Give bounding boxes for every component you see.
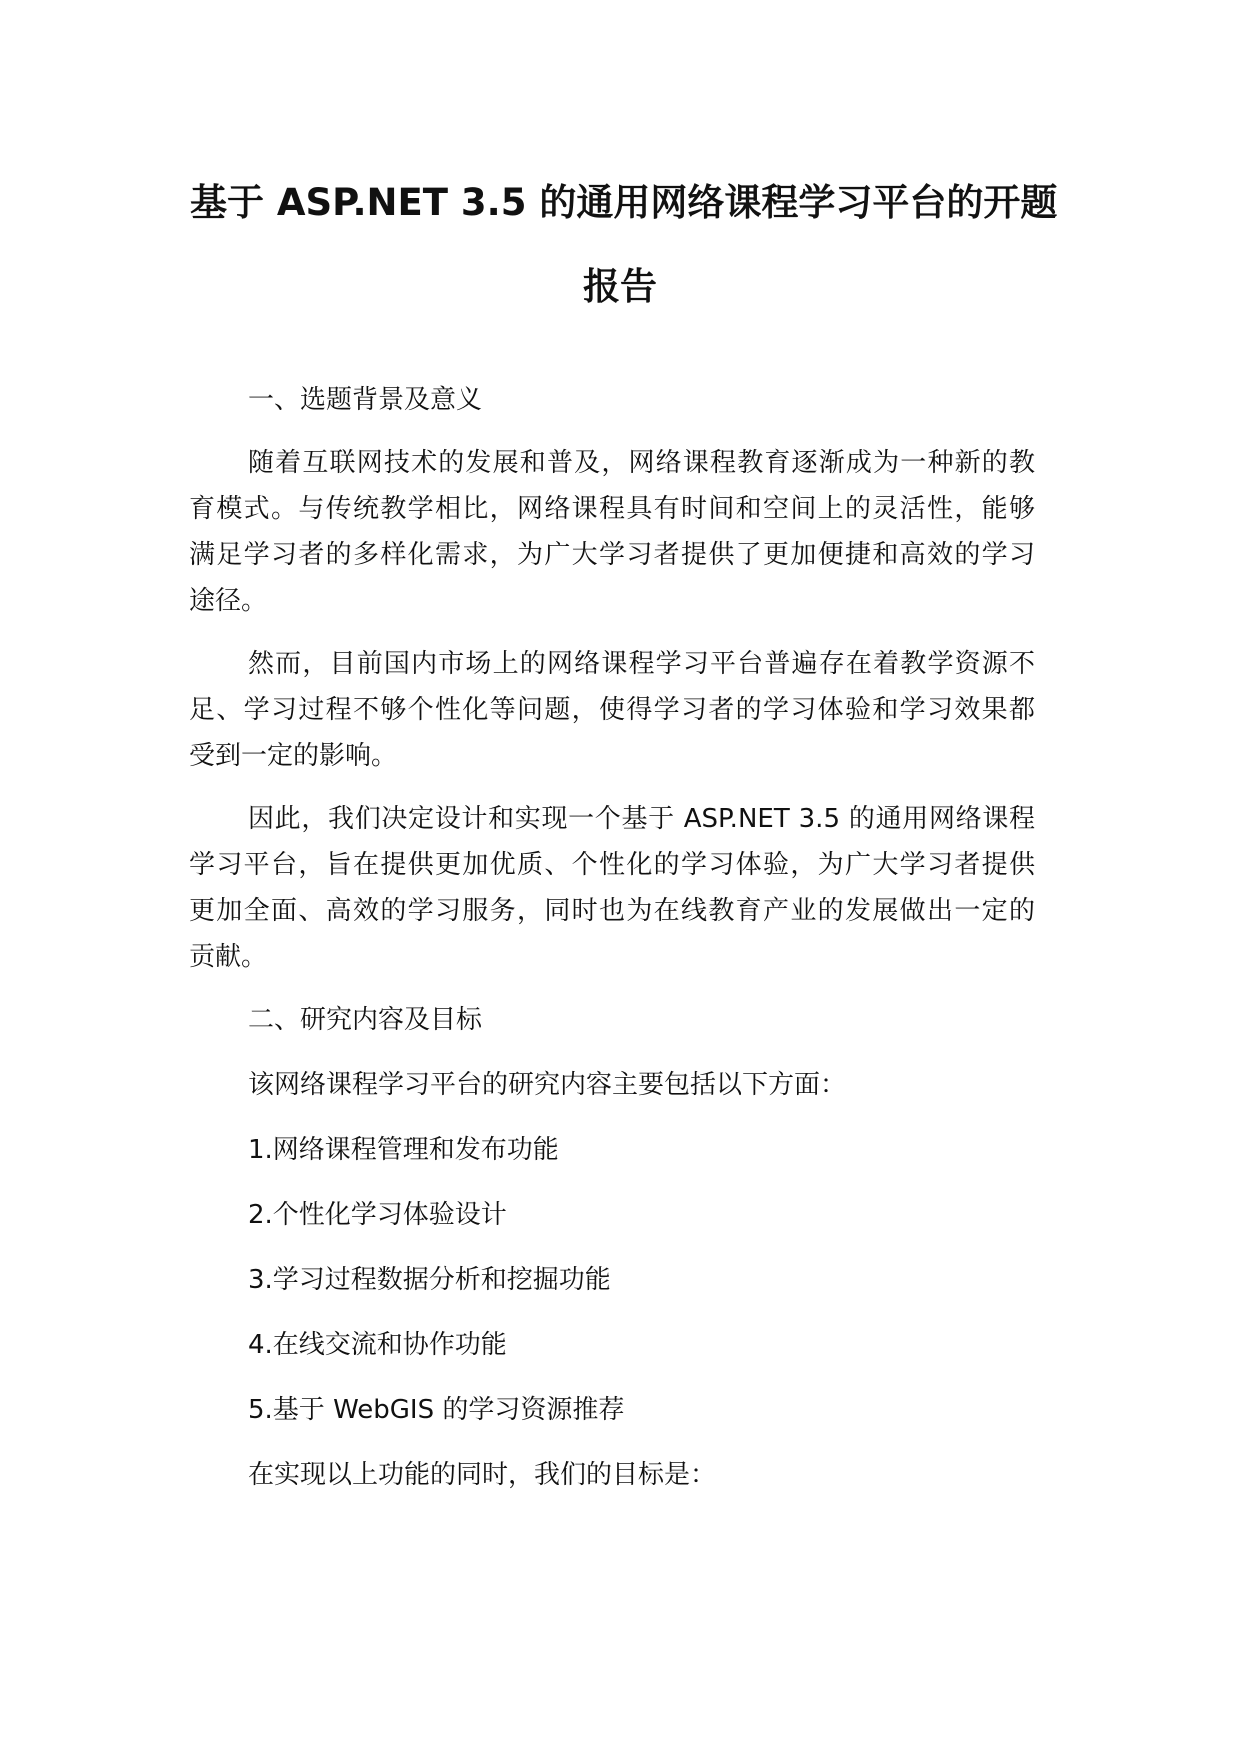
paragraph-line: 足、学习过程不够个性化等问题，使得学习者的学习体验和学习效果都 — [189, 695, 1035, 725]
paragraph-line: 该网络课程学习平台的研究内容主要包括以下方面： — [248, 1070, 847, 1100]
paragraph-line: 受到一定的影响。 — [189, 741, 398, 771]
paragraph-line: 育模式。与传统教学相比，网络课程具有时间和空间上的灵活性，能够 — [189, 494, 1035, 524]
paragraph-line: 随着互联网技术的发展和普及，网络课程教育逐渐成为一种新的教 — [248, 448, 1035, 478]
paragraph-line: 贡献。 — [189, 942, 268, 972]
list-item: 2.个性化学习体验设计 — [248, 1200, 507, 1230]
section-heading-content: 二、研究内容及目标 — [248, 1005, 483, 1035]
list-item: 5.基于 WebGIS 的学习资源推荐 — [248, 1395, 625, 1425]
paragraph-line: 然而，目前国内市场上的网络课程学习平台普遍存在着教学资源不 — [248, 649, 1035, 679]
paragraph-line: 途径。 — [189, 586, 268, 616]
list-item: 4.在线交流和协作功能 — [248, 1330, 507, 1360]
paragraph-line: 因此，我们决定设计和实现一个基于 ASP.NET 3.5 的通用网络课程 — [248, 804, 1035, 834]
document-title-line-1: 基于 ASP.NET 3.5 的通用网络课程学习平台的开题 — [190, 181, 1058, 224]
paragraph-line: 学习平台，旨在提供更加优质、个性化的学习体验，为广大学习者提供 — [189, 850, 1035, 880]
document-title-line-2: 报告 — [583, 265, 657, 308]
list-item: 1.网络课程管理和发布功能 — [248, 1135, 559, 1165]
section-heading-background: 一、选题背景及意义 — [248, 385, 483, 415]
list-item: 3.学习过程数据分析和挖掘功能 — [248, 1265, 611, 1295]
paragraph-line: 满足学习者的多样化需求，为广大学习者提供了更加便捷和高效的学习 — [189, 540, 1035, 570]
paragraph-line: 更加全面、高效的学习服务，同时也为在线教育产业的发展做出一定的 — [189, 896, 1035, 926]
paragraph-line: 在实现以上功能的同时，我们的目标是： — [248, 1460, 717, 1490]
